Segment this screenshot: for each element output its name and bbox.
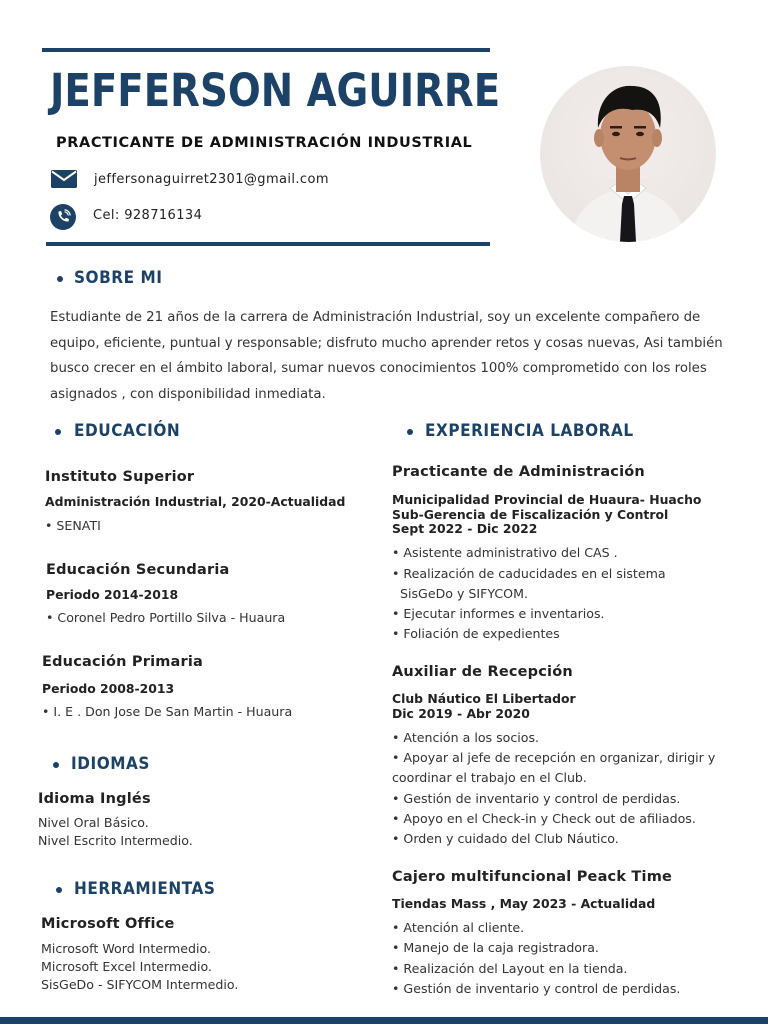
job-task: • Atención al cliente. (392, 920, 525, 935)
education-heading: EDUCACIÓN (74, 421, 181, 441)
education-level: Instituto Superior (45, 469, 195, 485)
job-task: coordinar el trabajo en el Club. (392, 770, 587, 785)
job-task: • Orden y cuidado del Club Náutico. (392, 831, 619, 846)
email-link[interactable]: jeffersonaguirret2301@gmail.com (94, 172, 329, 187)
about-heading: SOBRE MI (74, 268, 163, 288)
education-detail: Periodo 2014-2018 (46, 587, 179, 602)
job-meta: Club Náutico El Libertador (392, 691, 576, 706)
tool-level: SisGeDo - SIFYCOM Intermedio. (41, 977, 239, 992)
languages-heading: IDIOMAS (71, 754, 150, 774)
header-top-rule (42, 48, 490, 52)
job-task: • Realización del Layout en la tienda. (392, 961, 628, 976)
experience-heading: EXPERIENCIA LABORAL (425, 421, 634, 441)
education-level: Educación Primaria (42, 654, 204, 670)
education-school: • I. E . Don Jose De San Martin - Huaura (42, 704, 293, 719)
tool-name: Microsoft Office (41, 916, 175, 932)
job-task: • Gestión de inventario y control de perdidas. (392, 981, 681, 996)
job-meta: Tiendas Mass , May 2023 - Actualidad (392, 896, 656, 911)
tools-heading: HERRAMIENTAS (74, 879, 216, 899)
job-meta: Sub-Gerencia de Fiscalización y Control (392, 507, 669, 522)
job-task: • Asistente administrativo del CAS . (392, 545, 618, 560)
phone-icon (50, 204, 76, 230)
education-detail: Periodo 2008-2013 (42, 681, 175, 696)
section-bullet (407, 429, 413, 435)
language-level: Nivel Escrito Intermedio. (38, 833, 193, 848)
profile-photo (540, 66, 716, 242)
education-school: • SENATI (45, 518, 101, 533)
job-task: • Manejo de la caja registradora. (392, 940, 599, 955)
job-role: Cajero multifuncional Peack Time (392, 869, 673, 885)
education-detail: Administración Industrial, 2020-Actualidad (45, 494, 346, 509)
footer-band (0, 1017, 768, 1024)
envelope-icon (51, 170, 77, 188)
job-task: • Ejecutar informes e inventarios. (392, 606, 605, 621)
language-level: Nivel Oral Básico. (38, 815, 149, 830)
job-task: • Atención a los socios. (392, 730, 540, 745)
job-meta: Municipalidad Provincial de Huaura- Huacho (392, 492, 702, 507)
job-meta: Sept 2022 - Dic 2022 (392, 521, 538, 536)
section-bullet (56, 887, 62, 893)
job-title: PRACTICANTE DE ADMINISTRACIÓN INDUSTRIAL (56, 135, 473, 151)
job-task: • Realización de caducidades en el sistema (392, 566, 666, 581)
section-bullet (53, 762, 59, 768)
job-task: • Apoyar al jefe de recepción en organizar, dirigir y (392, 750, 716, 765)
header-bottom-rule (46, 242, 490, 246)
job-task: • Gestión de inventario y control de perdidas. (392, 791, 681, 806)
section-bullet (57, 276, 63, 282)
section-bullet (55, 429, 61, 435)
job-task: • Apoyo en el Check-in y Check out de afiliados. (392, 811, 696, 826)
job-task: SisGeDo y SIFYCOM. (392, 586, 528, 601)
education-school: • Coronel Pedro Portillo Silva - Huaura (46, 610, 286, 625)
phone-number: Cel: 928716134 (93, 208, 203, 223)
about-text: Estudiante de 21 años de la carrera de Administración Industrial, soy un excelente compañero de equipo, eficiente, puntual y responsable; disfruto mucho aprender retos y cosas nuevas, Asi también busco crecer en el ámbito laboral, sumar nuevos conocimientos 100% comprometido con los roles asignados , con disponibilidad inmediata. (50, 310, 723, 402)
job-role: Auxiliar de Recepción (392, 664, 573, 680)
education-level: Educación Secundaria (46, 562, 230, 578)
job-role: Practicante de Administración (392, 464, 645, 480)
job-task: • Foliación de expedientes (392, 626, 560, 641)
job-meta: Dic 2019 - Abr 2020 (392, 706, 530, 721)
tool-level: Microsoft Excel Intermedio. (41, 959, 213, 974)
candidate-name: JEFFERSON AGUIRRE (50, 64, 501, 117)
language-name: Idioma Inglés (38, 791, 151, 807)
tool-level: Microsoft Word Intermedio. (41, 941, 212, 956)
